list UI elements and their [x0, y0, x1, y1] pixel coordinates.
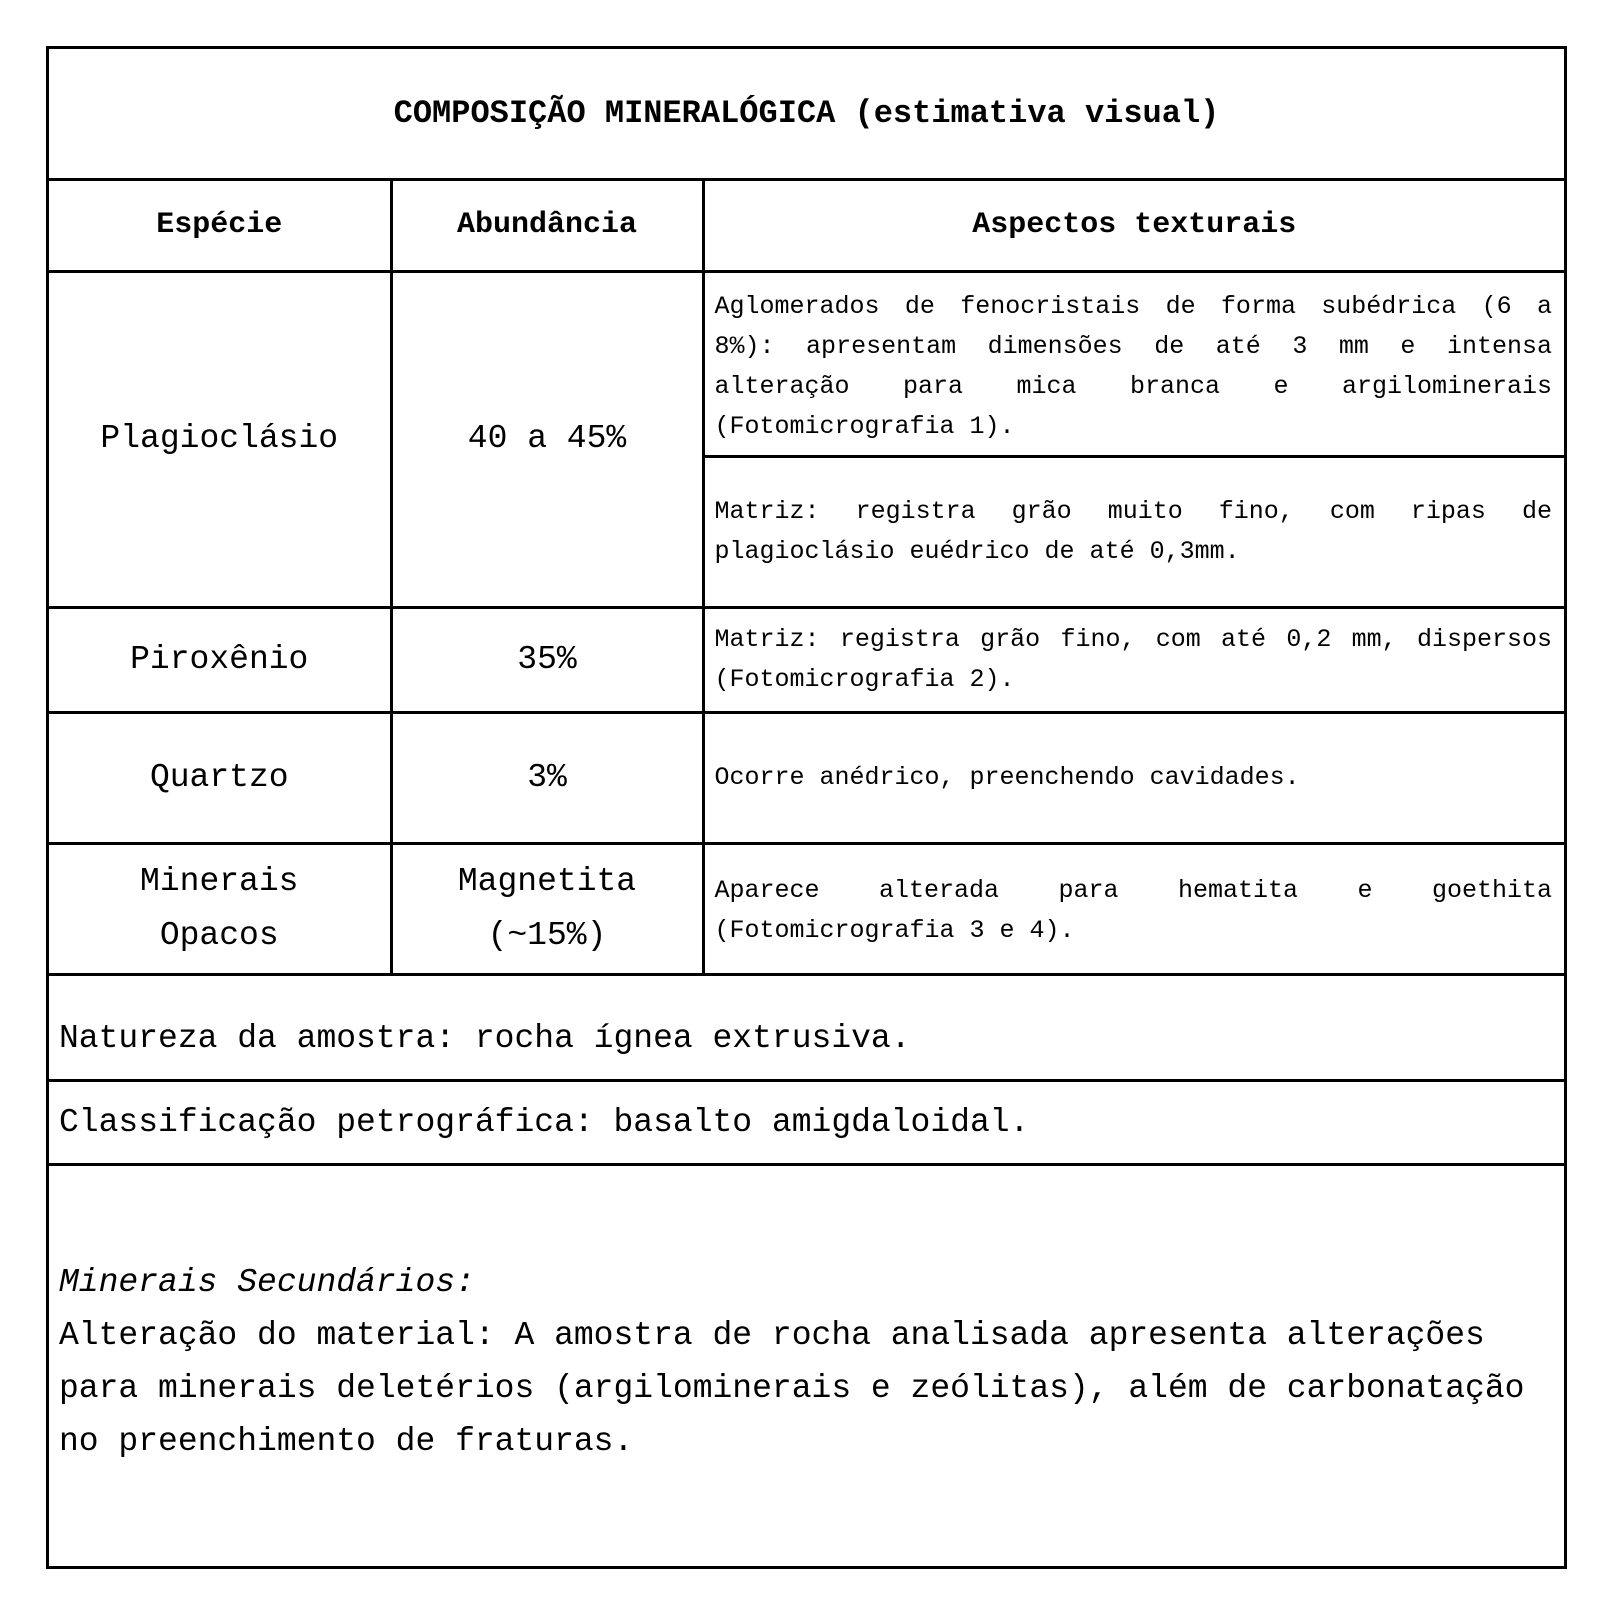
- sample-nature: Natureza da amostra: rocha ígnea extrusiva.: [49, 998, 1564, 1082]
- species-cell: Quartzo: [49, 712, 391, 843]
- texture-cell: Ocorre anédrico, preenchendo cavidades.: [703, 712, 1564, 843]
- column-header-species: Espécie: [49, 181, 391, 271]
- table-row: [49, 843, 1564, 974]
- secondary-minerals-heading: Minerais Secundários:: [59, 1264, 475, 1301]
- table-row: [49, 271, 1564, 456]
- mineral-table: [49, 181, 1564, 976]
- abundance-cell: [391, 843, 703, 974]
- column-header-texture: Aspectos texturais: [703, 181, 1564, 271]
- secondary-minerals-text: Alteração do material: A amostra de rocha analisada apresenta alterações para minerais deletérios (argilominerais e zeólitas), além de carbonatação no preenchimento de fraturas.: [59, 1317, 1525, 1460]
- abundance-cell: 35%: [391, 607, 703, 712]
- species-cell: Plagioclásio: [49, 271, 391, 607]
- abundance-line: (~15%): [487, 916, 607, 954]
- mineral-composition-sheet: [46, 46, 1567, 1569]
- table-header-row: [49, 181, 1564, 271]
- abundance-line: Magnetita: [457, 862, 637, 900]
- table-row: [49, 712, 1564, 843]
- species-cell: Piroxênio: [49, 607, 391, 712]
- secondary-minerals-section: [49, 1166, 1564, 1566]
- abundance-cell: 3%: [391, 712, 703, 843]
- texture-cell: Aparece alterada para hematita e goethita (Fotomicrografia 3 e 4).: [703, 843, 1564, 974]
- texture-cell: Matriz: registra grão muito fino, com ripas de plagioclásio euédrico de até 0,3mm.: [703, 456, 1564, 607]
- petrographic-classification: Classificação petrográfica: basalto amigdaloidal.: [49, 1082, 1564, 1166]
- species-cell: [49, 843, 391, 974]
- species-line: Opacos: [159, 916, 279, 954]
- table-row: [49, 607, 1564, 712]
- sheet-title: COMPOSIÇÃO MINERALÓGICA (estimativa visual): [49, 49, 1564, 181]
- texture-cell: Aglomerados de fenocristais de forma subédrica (6 a 8%): apresentam dimensões de até 3 mm e intensa alteração para mica branca e argilominerais (Fotomicrografia 1).: [703, 271, 1564, 456]
- species-line: Minerais: [140, 862, 299, 900]
- column-header-abundance: Abundância: [391, 181, 703, 271]
- abundance-cell: 40 a 45%: [391, 271, 703, 607]
- texture-cell: Matriz: registra grão fino, com até 0,2 mm, dispersos (Fotomicrografia 2).: [703, 607, 1564, 712]
